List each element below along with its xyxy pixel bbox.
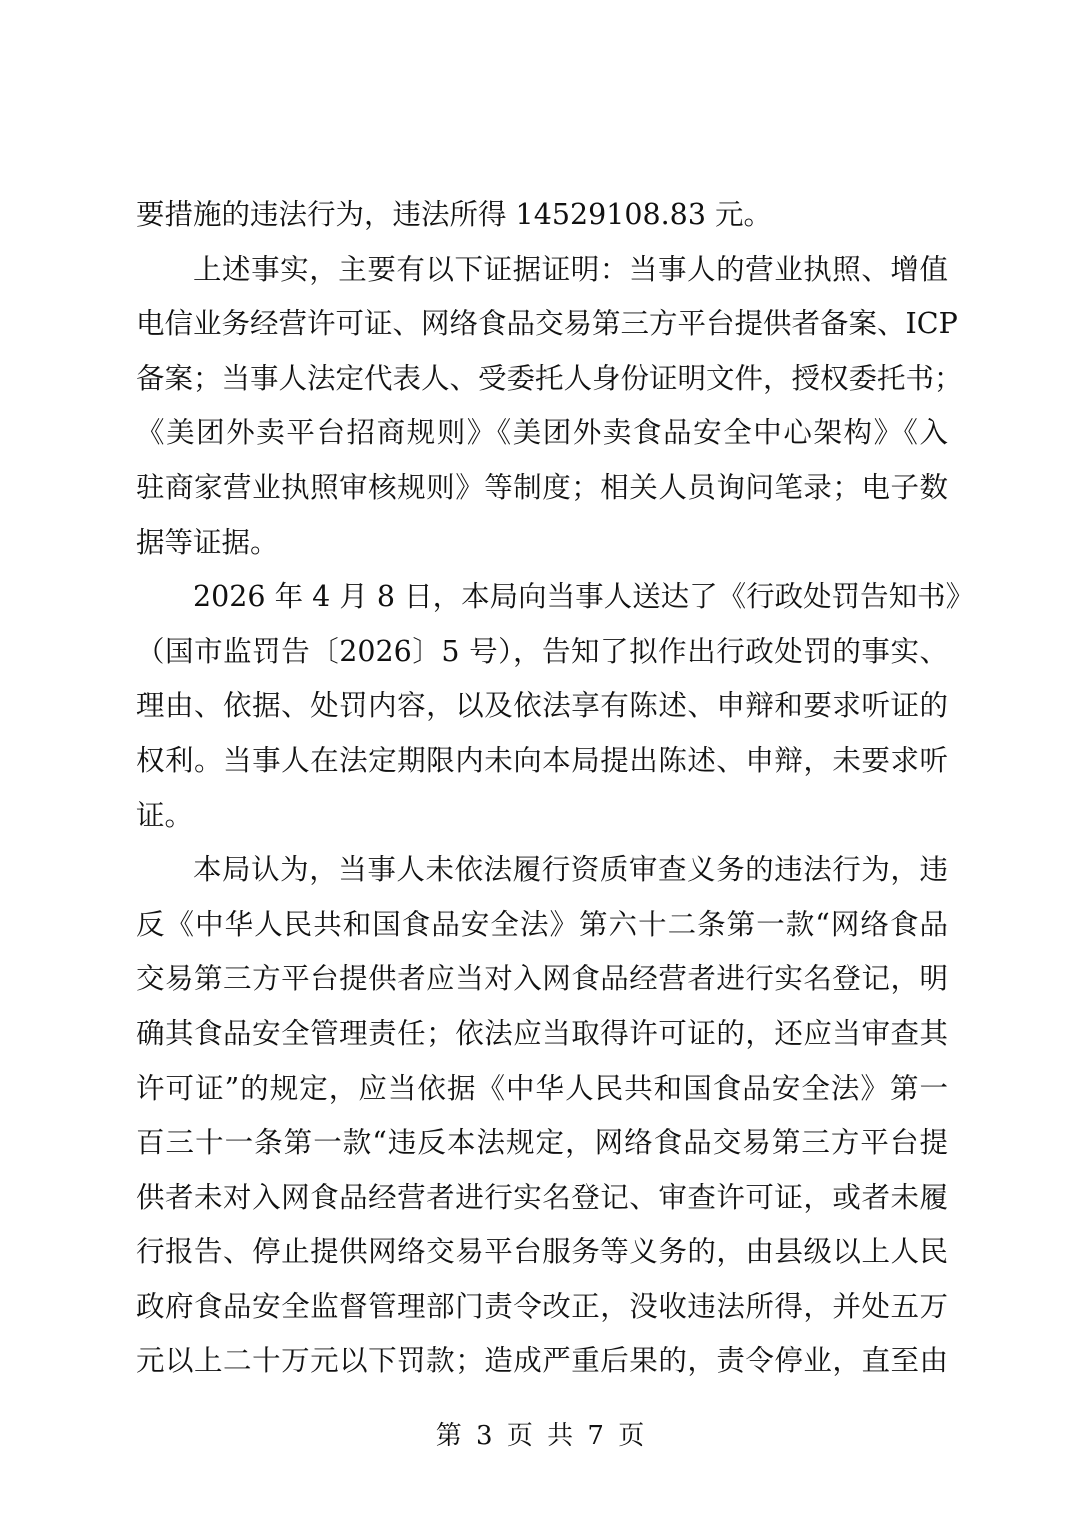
text-line: 2026 年 4 月 8 日，本局向当事人送达了《行政处罚告知书》	[193, 580, 975, 614]
text-line: 上述事实，主要有以下证据证明：当事人的营业执照、增值	[193, 252, 948, 286]
text-line: 反《中华人民共和国食品安全法》第六十二条第一款“网络食品	[136, 907, 948, 941]
text-line: 要措施的违法行为，违法所得 14529108.83 元。	[136, 198, 773, 231]
text-line: 许可证”的规定，应当依据《中华人民共和国食品安全法》第一	[136, 1071, 948, 1105]
text-line: 电信业务经营许可证、网络食品交易第三方平台提供者备案、ICP	[136, 307, 958, 341]
text-line: 政府食品安全监督管理部门责令改正，没收违法所得，并处五万	[136, 1289, 948, 1323]
text-line: 证。	[136, 798, 194, 832]
text-line: 行报告、停止提供网络交易平台服务等义务的，由县级以上人民	[136, 1235, 948, 1269]
text-line: 本局认为，当事人未依法履行资质审查义务的违法行为，违	[193, 853, 948, 887]
text-line: 交易第三方平台提供者应当对入网食品经营者进行实名登记，明	[136, 962, 948, 996]
text-line: 备案；当事人法定代表人、受委托人身份证明文件，授权委托书；	[136, 361, 963, 395]
page-number-footer: 第 3 页 共 7 页	[435, 1421, 645, 1451]
text-line: 《美团外卖平台招商规则》《美团外卖食品安全中心架构》《入	[136, 416, 948, 450]
text-line: （国市监罚告〔2026〕5 号），告知了拟作出行政处罚的事实、	[136, 634, 948, 668]
text-line: 确其食品安全管理责任；依法应当取得许可证的，还应当审查其	[136, 1016, 948, 1050]
text-line: 供者未对入网食品经营者进行实名登记、审查许可证，或者未履	[136, 1180, 948, 1214]
text-line: 百三十一条第一款“违反本法规定，网络食品交易第三方平台提	[136, 1126, 948, 1160]
document-body	[136, 188, 975, 1389]
text-line: 理由、依据、处罚内容，以及依法享有陈述、申辩和要求听证的	[136, 689, 948, 723]
text-line: 权利。当事人在法定期限内未向本局提出陈述、申辩，未要求听	[136, 743, 948, 777]
text-line: 据等证据。	[136, 525, 279, 559]
text-line: 驻商家营业执照审核规则》等制度；相关人员询问笔录；电子数	[136, 470, 948, 504]
text-line: 元以上二十万元以下罚款；造成严重后果的，责令停业，直至由	[136, 1344, 948, 1378]
